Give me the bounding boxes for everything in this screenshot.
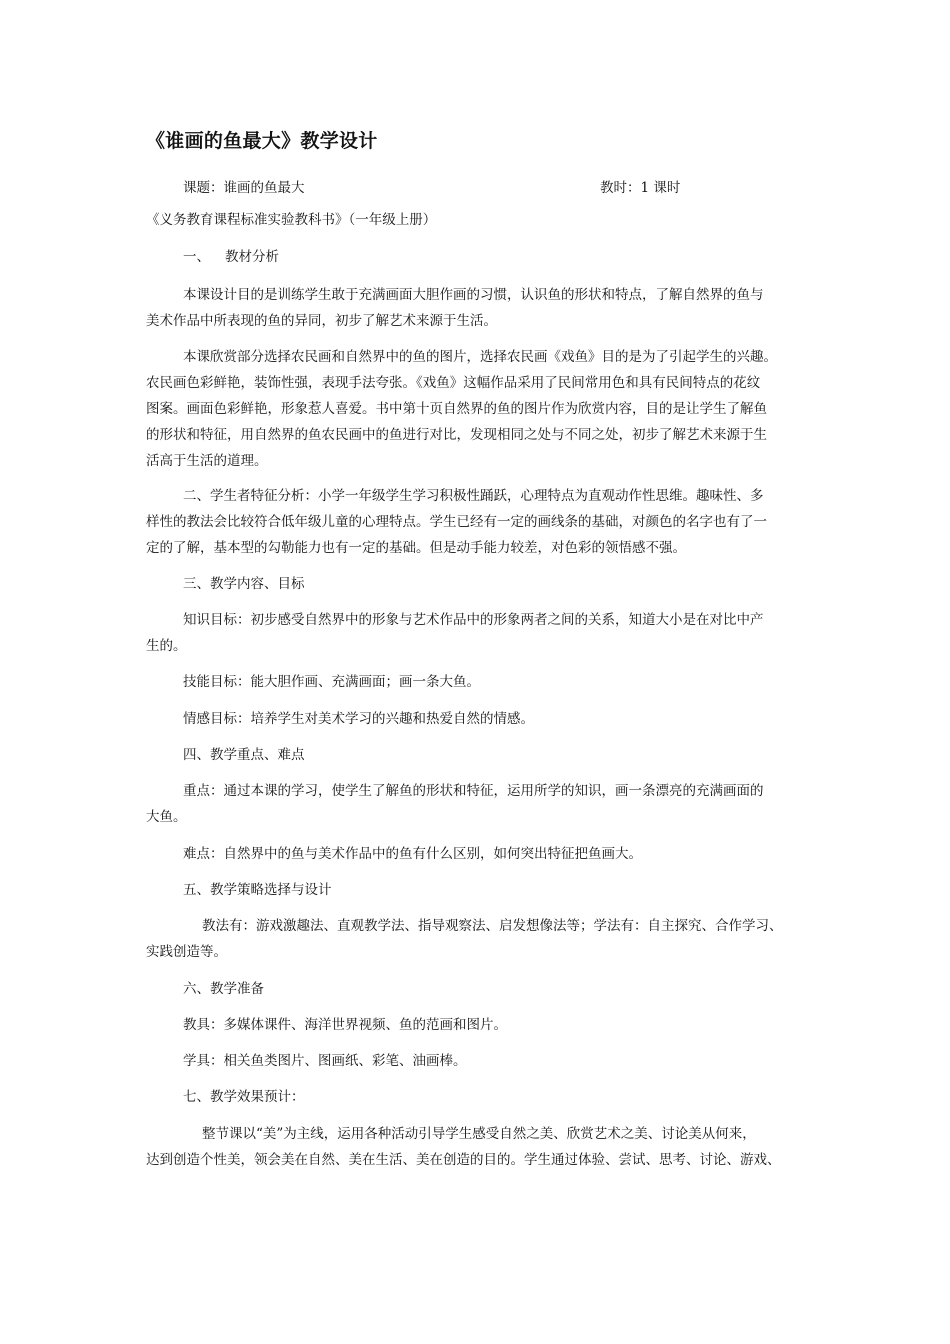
paragraph-line: 本课欣赏部分选择农民画和自然界中的鱼的图片，选择农民画《戏鱼》目的是为了引起学生的兴趣。	[183, 349, 777, 365]
paragraph-line: 达到创造个性美，领会美在自然、美在生活、美在创造的目的。学生通过体验、尝试、思考、讨论、游戏、	[146, 1152, 781, 1168]
paragraph-line: 难点：自然界中的鱼与美术作品中的鱼有什么区别，如何突出特征把鱼画大。	[183, 846, 642, 862]
lesson-topic: 课题：谁画的鱼最大	[183, 180, 305, 196]
paragraph-line: 大鱼。	[146, 809, 187, 825]
lesson-hours: 教时：1 课时	[600, 180, 681, 196]
section-heading-3: 三、教学内容、目标	[183, 576, 305, 592]
paragraph-line: 技能目标：能大胆作画、充满画面；画一条大鱼。	[183, 674, 480, 690]
paragraph-line: 的形状和特征，用自然界的鱼农民画中的鱼进行对比，发现相同之处与不同之处，初步了解艺术来源于生	[146, 427, 767, 443]
paragraph-line: 知识目标：初步感受自然界中的形象与艺术作品中的形象两者之间的关系，知道大小是在对比中产	[183, 612, 764, 628]
section-heading-6: 六、教学准备	[183, 981, 264, 997]
paragraph-line: 重点：通过本课的学习，使学生了解鱼的形状和特征，运用所学的知识，画一条漂亮的充满画面的	[183, 783, 764, 799]
paragraph-line: 整节课以“美”为主线，运用各种活动引导学生感受自然之美、欣赏艺术之美、讨论美从何来，	[202, 1126, 756, 1142]
section-heading-1	[183, 244, 816, 270]
paragraph-line: 定的了解，基本型的勾勒能力也有一定的基础。但是动手能力较差，对色彩的领悟感不强。	[146, 540, 686, 556]
paragraph-line: 教法有：游戏激趣法、直观教学法、指导观察法、启发想像法等；学法有：自主探究、合作学习、	[202, 918, 783, 934]
paragraph-line: 生的。	[146, 638, 187, 654]
paragraph-line: 美术作品中所表现的鱼的异同，初步了解艺术来源于生活。	[146, 313, 497, 329]
page-title: 《谁画的鱼最大》教学设计	[146, 130, 378, 152]
paragraph-line: 农民画色彩鲜艳，装饰性强，表现手法夸张。《戏鱼》这幅作品采用了民间常用色和具有民间特点的花纹	[146, 375, 761, 391]
paragraph-line: 图案。画面色彩鲜艳，形象惹人喜爱。书中第十页自然界的鱼的图片作为欣赏内容，目的是让学生了解鱼	[146, 401, 767, 417]
section-label: 教材分析	[225, 249, 279, 265]
textbook-reference: 《义务教育课程标准实验教科书》（一年级上册）	[146, 212, 437, 228]
section-heading-4: 四、教学重点、难点	[183, 747, 305, 763]
paragraph-line: 实践创造等。	[146, 944, 227, 960]
paragraph-line: 情感目标：培养学生对美术学习的兴趣和热爱自然的情感。	[183, 711, 534, 727]
paragraph-line: 学具：相关鱼类图片、图画纸、彩笔、油画棒。	[183, 1053, 467, 1069]
paragraph-line: 活高于生活的道理。	[146, 453, 268, 469]
section-heading-7: 七、教学效果预计：	[183, 1089, 305, 1105]
paragraph-line: 本课设计目的是训练学生敢于充满画面大胆作画的习惯，认识鱼的形状和特点，了解自然界的鱼与	[183, 287, 764, 303]
section-number: 一、	[183, 249, 210, 265]
paragraph-line: 二、学生者特征分析：小学一年级学生学习积极性踊跃，心理特点为直观动作性思维。趣味性、多	[183, 488, 764, 504]
section-heading-5: 五、教学策略选择与设计	[183, 882, 332, 898]
paragraph-line: 教具：多媒体课件、海洋世界视频、鱼的范画和图片。	[183, 1017, 507, 1033]
paragraph-line: 样性的教法会比较符合低年级儿童的心理特点。学生已经有一定的画线条的基础，对颜色的名字也有了一	[146, 514, 767, 530]
